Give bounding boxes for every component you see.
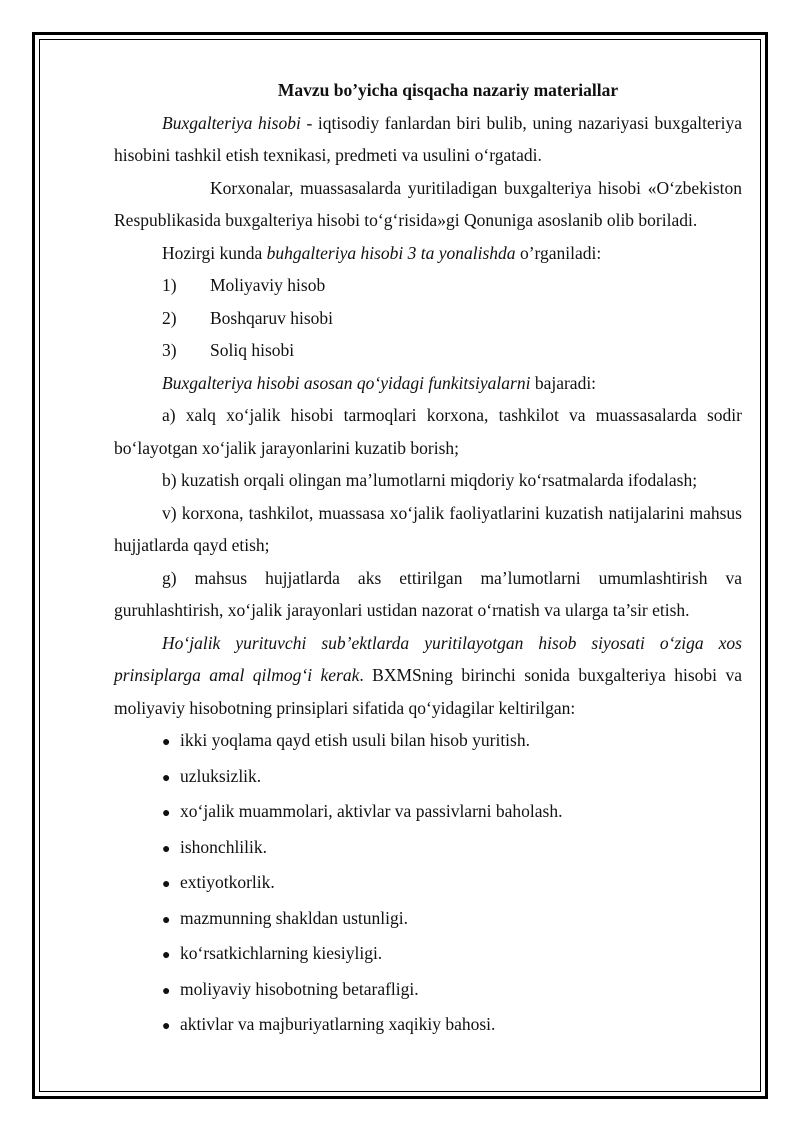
paragraph-principles xyxy=(114,627,742,725)
list-item xyxy=(114,973,742,1009)
function-item: b) kuzatish orqali olingan ma’lumotlarni miqdoriy koʻrsatmalarda ifodalash; xyxy=(162,470,698,490)
list-item-text: aktivlar va majburiyatlarning xaqikiy bahosi. xyxy=(180,1014,496,1034)
function-item: g) mahsus hujjatlarda aks ettirilgan ma’lumotlarni umumlashtirish va guruhlashtirish, xoʻjalik jarayonlari ustidan nazorat oʻrnatish va ularga ta’sir etish. xyxy=(114,567,742,620)
list-item-text: ishonchlilik. xyxy=(180,836,268,857)
list-item-text: moliyaviy hisobotning betarafligi. xyxy=(180,978,419,999)
list-item xyxy=(114,302,742,335)
list-number: 3) xyxy=(162,340,177,360)
paragraph-functions xyxy=(114,367,742,400)
list-item-text: xoʻjalik muammolari, aktivlar va passivlarni baholash. xyxy=(180,801,563,821)
bullet-icon: ● xyxy=(162,841,171,857)
paragraph-text: . BXMSning birinchi sonida buxgalteriya hisobi va moliyaviy hisobotning prinsiplari sifatida qoʻyidagilar keltirilgan: xyxy=(114,665,742,718)
list-item xyxy=(114,1008,742,1044)
bullet-icon: ● xyxy=(162,735,171,750)
principles-list xyxy=(114,724,742,1044)
bullet-icon: ● xyxy=(162,1019,171,1034)
function-item: v) korxona, tashkilot, muassasa xoʻjalik faoliyatlarini kuzatish natijalarini mahsus hujjatlarda qayd etish; xyxy=(114,502,742,555)
bullet-icon: ● xyxy=(162,983,171,999)
list-item xyxy=(114,831,742,867)
list-item-text: koʻrsatkichlarning kiesiyligi. xyxy=(180,943,383,963)
bullet-icon: ● xyxy=(162,948,171,963)
document-body xyxy=(114,74,742,1044)
paragraph-text: bajaradi: xyxy=(530,372,597,393)
list-item xyxy=(114,795,742,831)
paragraph-text: o’rganiladi: xyxy=(515,242,602,263)
paragraph-law: Korxonalar, muassasalarda yuritiladigan buxgalteriya hisobi «Oʻzbekiston Respublikasida buxgalteriya hisobi toʻgʻrisida»gi Qonuniga asoslanib olib boriladi. xyxy=(114,177,742,230)
list-item-text: Soliq hisobi xyxy=(210,340,295,360)
term-emphasis: Buxgalteriya hisobi asosan qoʻyidagi funkitsiyalarni xyxy=(162,372,531,393)
list-item xyxy=(114,902,742,938)
bullet-icon: ● xyxy=(162,877,171,892)
list-item-text: ikki yoqlama qayd etish usuli bilan hisob yuritish. xyxy=(180,730,530,750)
list-item xyxy=(114,724,742,760)
function-item: a) xalq xoʻjalik hisobi tarmoqlari korxona, tashkilot va muassasalarda sodir boʻlayotgan xoʻjalik jarayonlarini kuzatib borish; xyxy=(114,405,742,458)
term-emphasis: Hoʻjalik yurituvchi sub’ektlarda yuritilayotgan hisob siyosati oʻziga xos prinsiplarga amal qilmogʻi kerak xyxy=(114,632,742,685)
list-item-text: uzluksizlik. xyxy=(180,765,262,786)
bullet-icon: ● xyxy=(162,806,171,821)
list-item xyxy=(114,760,742,796)
bullet-icon: ● xyxy=(162,770,171,786)
paragraph-text: Hozirgi kunda xyxy=(162,242,267,263)
list-item-text: mazmunning shakldan ustunligi. xyxy=(180,907,408,928)
list-number: 1) xyxy=(162,275,177,295)
list-item xyxy=(114,269,742,302)
term-emphasis: buhgalteriya hisobi 3 ta yonalishda xyxy=(266,242,516,263)
list-number: 2) xyxy=(162,307,177,328)
paragraph-directions xyxy=(114,237,742,270)
list-item xyxy=(114,866,742,902)
list-item xyxy=(114,334,742,367)
list-item xyxy=(114,937,742,973)
bullet-icon: ● xyxy=(162,912,171,928)
list-item-text: Boshqaruv hisobi xyxy=(210,307,333,328)
document-title: Mavzu bo’yicha qisqacha nazariy materiallar xyxy=(277,80,619,100)
list-item-text: Moliyaviy hisob xyxy=(210,275,326,295)
numbered-list xyxy=(114,269,742,367)
paragraph-definition xyxy=(114,107,742,172)
paragraph-text: - iqtisodiy fanlardan biri bulib, uning nazariyasi buxgalteriya hisobini tashkil etish texnikasi, predmeti va usulini oʻrgatadi. xyxy=(114,112,742,165)
list-item-text: extiyotkorlik. xyxy=(180,872,275,892)
term-emphasis: Buxgalteriya hisobi xyxy=(162,112,301,133)
